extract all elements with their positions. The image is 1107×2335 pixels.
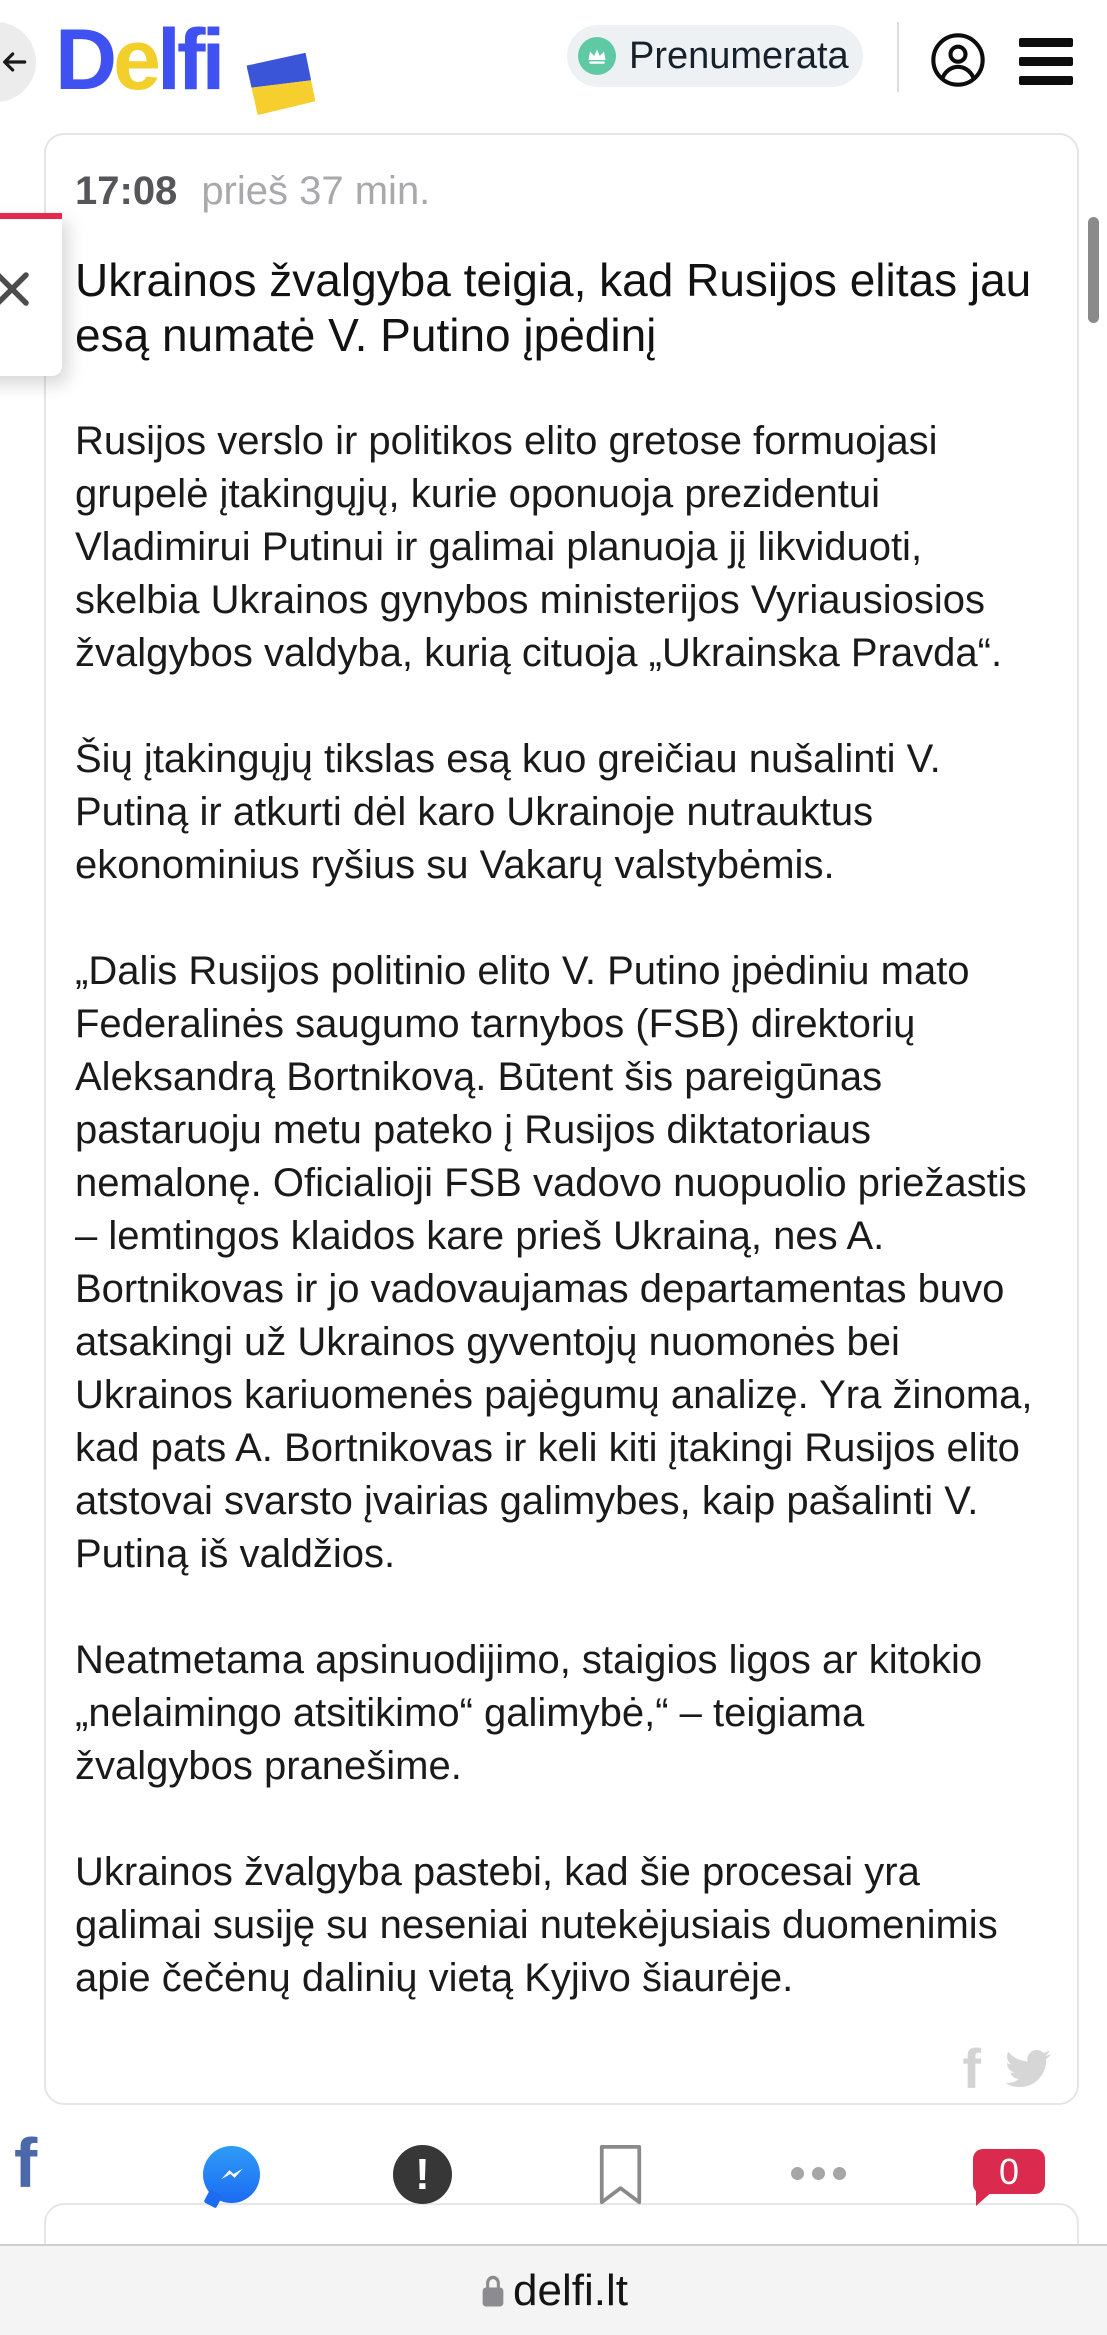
entry-title: Ukrainos žvalgyba teigia, kad Rusijos elitas jau esą numatė V. Putino įpėdinį — [75, 254, 1032, 361]
crown-icon — [578, 37, 616, 75]
comment-count-badge: 0 — [998, 2150, 1020, 2192]
more-options-icon[interactable] — [791, 2167, 846, 2180]
entry-paragraph: „Dalis Rusijos politinio elito V. Putino įpėdiniu mato Federalinės saugumo tarnybos (FSB) direktorių Aleksandrą Bortnikovą. Būtent šis pareigūnas pastaruoju metu pateko į Rusijos diktatoriaus nemalonę. Oficialioji FSB vadovo nuopuolio priežastis – lemtingos klaidos kare prieš Ukrainą, nes A. Bortnikovas ir jo vadovaujamas departamentas buvo atsakingi už Ukrainos gyventojų nuomonės bei Ukrainos kariuomenės pajėgumų analizę. Yra žinoma, kad pats A. Bortnikovas ir keli kiti įtakingi Rusijos elito atstovai svarsto įvairias galimybes, kaip pašalinti V. Putiną iš valdžios. — [75, 949, 1033, 1576]
menu-bar — [1019, 76, 1073, 85]
menu-bar — [1019, 57, 1073, 66]
live-entry-card — [44, 133, 1079, 2105]
url-text: delfi.lt — [513, 2265, 628, 2315]
logo-letters-lfi: lfi — [156, 12, 222, 108]
menu-bar — [1019, 38, 1073, 47]
profile-icon[interactable] — [929, 31, 987, 89]
subscribe-label: Prenumerata — [629, 34, 849, 77]
bookmark-icon[interactable] — [598, 2144, 643, 2206]
entry-paragraph: Neatmetama apsinuodijimo, staigios ligos ar kitokio „nelaimingo atsitikimo“ galimybė,“ – teigiama žvalgybos pranešime. — [75, 1638, 983, 1788]
entry-paragraph: Rusijos verslo ir politikos elito gretose formuojasi grupelė įtakingųjų, kurie oponuoja prezidentui Vladimirui Putinui ir galimai planuoja jį likviduoti, skelbia Ukrainos gynybos ministerijos Vyriausiosios žvalgybos valdyba, kurią cituoja „Ukrainska Pravda“. — [75, 419, 1003, 675]
menu-button[interactable] — [1019, 38, 1073, 86]
logo-letter-d: D — [55, 12, 114, 108]
entry-paragraph: Šių įtakingųjų tikslas esą kuo greičiau nušalinti V. Putiną ir atkurti dėl karo Ukrainoje nutrauktus ekonominius ryšius su Vakarų valstybėmis. — [75, 737, 941, 887]
comments-bubble-tail — [976, 2190, 994, 2206]
scrollbar-thumb[interactable] — [1088, 217, 1099, 323]
entry-body — [75, 415, 1049, 2005]
exclaim-glyph: ! — [415, 2149, 430, 2199]
entry-paragraph: Ukrainos žvalgyba pastebi, kad šie procesai yra galimai susiję su neseniai nutekėjusiais duomenimis apie čečėnų dalinių vietą Kyjivo šiaurėje. — [75, 1850, 998, 2000]
entry-share-row — [962, 2037, 1051, 2100]
entry-meta — [75, 167, 1049, 215]
report-icon[interactable] — [393, 2145, 452, 2204]
ukraine-flag-icon — [246, 52, 316, 115]
back-arrow-icon — [0, 46, 30, 78]
panel-accent-bar — [0, 213, 62, 219]
bottom-action-toolbar — [0, 2105, 1107, 2244]
site-header — [0, 0, 1107, 133]
twitter-share-icon[interactable] — [1005, 2050, 1051, 2088]
browser-url-bar[interactable] — [0, 2244, 1107, 2335]
delfi-logo[interactable] — [55, 14, 221, 106]
logo-letter-e: e — [113, 12, 157, 108]
facebook-icon[interactable]: f — [14, 2124, 38, 2202]
entry-time: 17:08 — [75, 169, 178, 213]
lock-icon — [479, 2272, 507, 2310]
close-icon[interactable] — [0, 269, 32, 309]
facebook-share-icon[interactable]: f — [962, 2037, 981, 2100]
header-divider — [897, 22, 899, 92]
comments-button[interactable] — [973, 2149, 1045, 2194]
subscribe-button[interactable] — [567, 25, 863, 87]
entry-time-ago: prieš 37 min. — [201, 169, 431, 213]
dismissed-sticky-panel — [0, 213, 62, 376]
